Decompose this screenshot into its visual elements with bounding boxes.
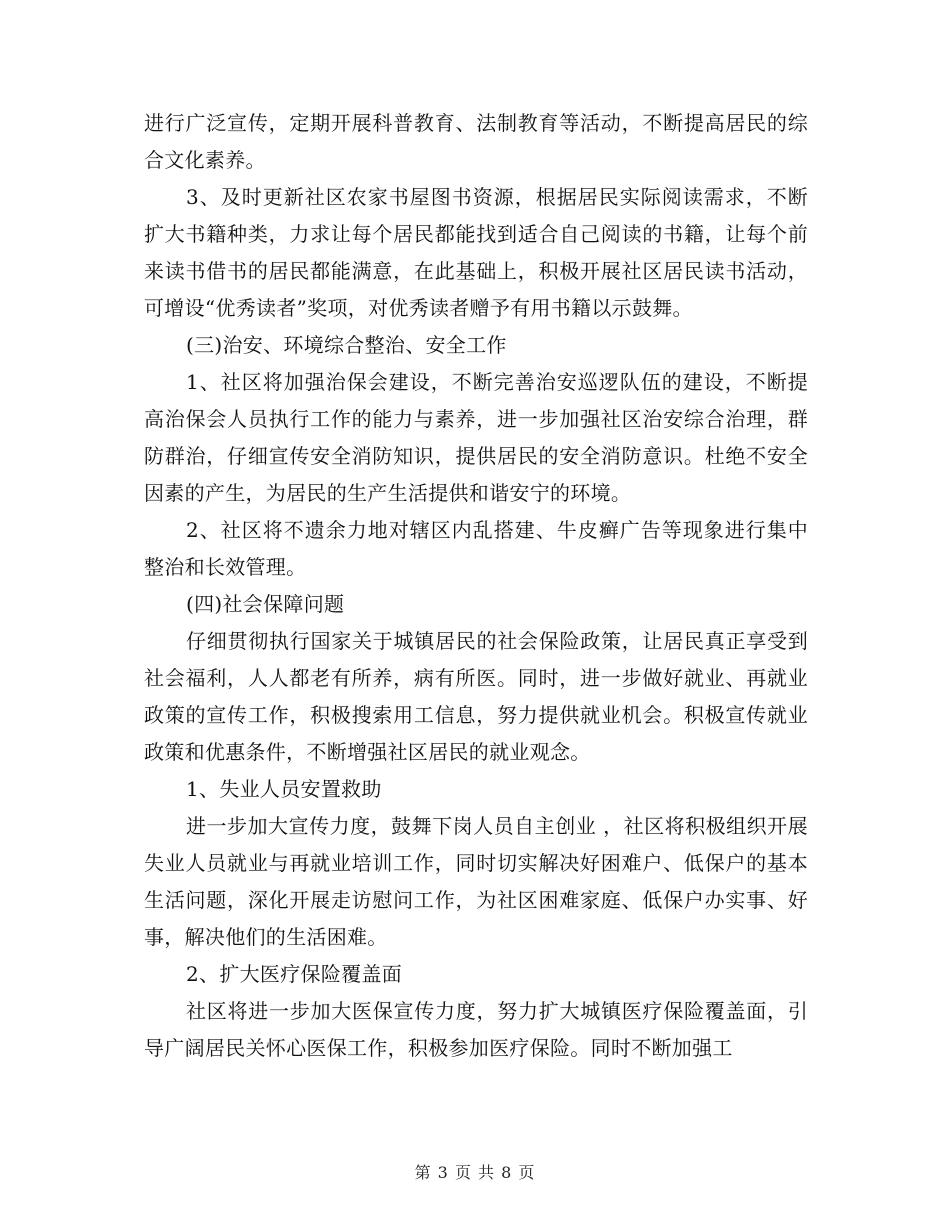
paragraph-9: 进一步加大宣传力度，鼓舞下岗人员自主创业 ，社区将积极组织开展失业人员就业与再就业培训工作，同时切实解决好困难户、低保户的基本生活问题，深化开展走访慰问工作，为社区困难家庭、低保户办实事、好事，解决他们的生活困难。 bbox=[144, 814, 808, 949]
paragraph-11: 社区将进一步加大医保宣传力度，努力扩大城镇医疗保险覆盖面，引导广阔居民关怀心医保工作，积极参加医疗保险。同时不断加强工 bbox=[144, 999, 808, 1060]
subheading-unemployment: 1、失业人员安置救助 bbox=[186, 777, 382, 801]
section-heading-4: (四)社会保障问题 bbox=[186, 592, 345, 616]
paragraph-2: 3、及时更新社区农家书屋图书资源，根据居民实际阅读需求，不断扩大书籍种类，力求让每个居民都能找到适合自己阅读的书籍，让每个前来读书借书的居民都能满意，在此基础上，积极开展社区居民读书活动，可增设“优秀读者”奖项，对优秀读者赠予有用书籍以示鼓舞。 bbox=[144, 185, 808, 320]
subheading-medical-insurance: 2、扩大医疗保险覆盖面 bbox=[186, 962, 403, 986]
page-footer: 第 3 页 共 8 页 bbox=[414, 1163, 536, 1182]
paragraph-5: 2、社区将不遗余力地对辖区内乱搭建、牛皮癣广告等现象进行集中整治和长效管理。 bbox=[144, 518, 808, 579]
paragraph-4: 1、社区将加强治保会建设，不断完善治安巡逻队伍的建设，不断提高治保会人员执行工作的能力与素养，进一步加强社区治安综合治理，群防群治，仔细宣传安全消防知识，提供居民的安全消防意识。杜绝不安全因素的产生，为居民的生产生活提供和谐安宁的环境。 bbox=[144, 370, 808, 505]
section-heading-3: (三)治安、环境综合整治、安全工作 bbox=[186, 333, 507, 357]
paragraph-7: 仔细贯彻执行国家关于城镇居民的社会保险政策，让居民真正享受到社会福利，人人都老有所养，病有所医。同时，进一步做好就业、再就业政策的宣传工作，积极搜索用工信息，努力提供就业机会。积极宣传就业政策和优惠条件，不断增强社区居民的就业观念。 bbox=[144, 629, 808, 764]
paragraph-1: 进行广泛宣传，定期开展科普教育、法制教育等活动，不断提高居民的综合文化素养。 bbox=[144, 111, 808, 172]
document-body bbox=[144, 105, 808, 1067]
